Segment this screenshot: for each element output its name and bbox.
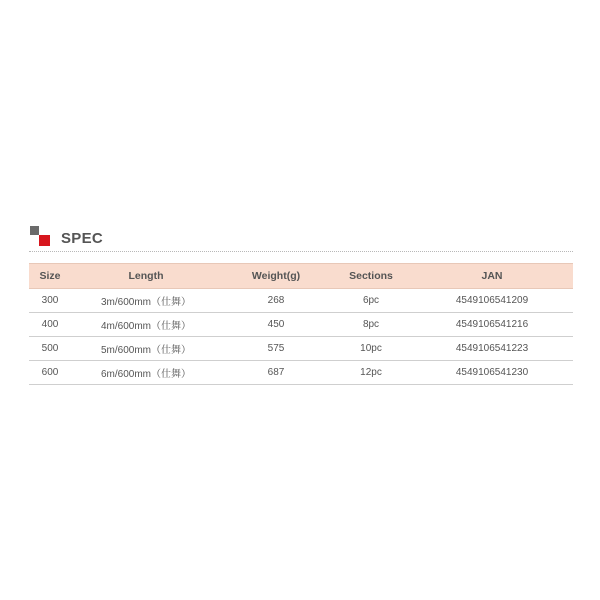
- cell-weight: 450: [221, 313, 331, 337]
- spec-header: [29, 225, 573, 252]
- cell-jan: 4549106541230: [411, 361, 573, 385]
- header-row: [29, 264, 573, 289]
- cell-length: 3m/600mm（仕舞）: [71, 289, 221, 313]
- cell-size: 500: [29, 337, 71, 361]
- cell-jan: 4549106541223: [411, 337, 573, 361]
- cell-sections: 6pc: [331, 289, 411, 313]
- cell-weight: 687: [221, 361, 331, 385]
- header-length: Length: [71, 264, 221, 289]
- spec-section: [29, 225, 573, 385]
- cell-weight: 575: [221, 337, 331, 361]
- cell-weight: 268: [221, 289, 331, 313]
- cell-length: 4m/600mm（仕舞）: [71, 313, 221, 337]
- header-jan: JAN: [411, 264, 573, 289]
- table-row: [29, 361, 573, 385]
- cell-size: 600: [29, 361, 71, 385]
- cell-size: 300: [29, 289, 71, 313]
- cell-sections: 8pc: [331, 313, 411, 337]
- spec-table: [29, 263, 573, 385]
- header-sections: Sections: [331, 264, 411, 289]
- header-size: Size: [29, 264, 71, 289]
- table-body: [29, 289, 573, 385]
- table-header: [29, 264, 573, 289]
- table-row: [29, 289, 573, 313]
- cell-jan: 4549106541216: [411, 313, 573, 337]
- gray-square: [30, 226, 39, 235]
- red-square: [39, 235, 50, 246]
- section-title: SPEC: [61, 230, 104, 247]
- cell-length: 5m/600mm（仕舞）: [71, 337, 221, 361]
- cell-size: 400: [29, 313, 71, 337]
- cell-jan: 4549106541209: [411, 289, 573, 313]
- header-weight: Weight(g): [221, 264, 331, 289]
- cell-sections: 10pc: [331, 337, 411, 361]
- table-row: [29, 313, 573, 337]
- squares-icon: [29, 225, 51, 247]
- cell-length: 6m/600mm（仕舞）: [71, 361, 221, 385]
- table-row: [29, 337, 573, 361]
- cell-sections: 12pc: [331, 361, 411, 385]
